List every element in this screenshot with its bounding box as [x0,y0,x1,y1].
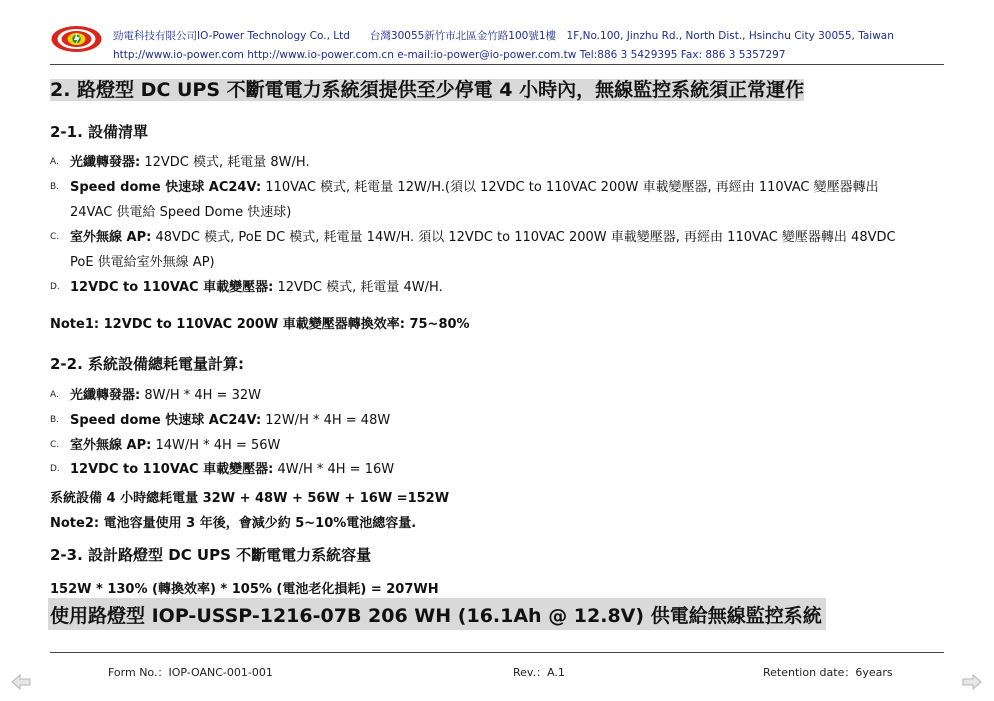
list-marker: C. [50,232,60,242]
total-consumption: 系統設備 4 小時總耗電量 32W + 48W + 56W + 16W =152W [50,491,450,506]
list-marker: B. [50,415,60,425]
item-label: Speed dome 快速球 AC24V: [70,413,262,428]
item-text: 4W/H * 4H = 16W [273,462,395,477]
note-2: Note2: 電池容量使用 3 年後，會減少約 5~10%電池總容量. [50,516,417,531]
item-text: 8W/H * 4H = 32W [140,388,261,403]
section-heading-power-calc: 2-2. 系統設備總耗電量計算: [50,355,245,373]
capacity-formula: 152W * 130% (轉換效率) * 105% (電池老化損耗) = 207WH [50,582,439,597]
item-label: 室外無線 AP: [70,438,152,453]
header-divider [50,64,944,65]
company-name: 勁電科技有限公司IO-Power Technology Co., Ltd [113,30,350,42]
item-label: Speed dome 快速球 AC24V: [70,180,262,195]
item-label: 12VDC to 110VAC 車載變壓器: [70,462,274,477]
item-text: 12W/H * 4H = 48W [261,413,391,428]
item-text: 12VDC 模式, 耗電量 8W/H. [140,155,310,170]
item-text: 12VDC 模式, 耗電量 4W/H. [273,280,443,295]
item-label: 室外無線 AP: [70,230,152,245]
item-text: 48VDC 模式, PoE DC 模式, 耗電量 14W/H. 須以 12VDC to 110VAC 200W 車載變壓器, 再經由 110VAC 變壓器轉出 48VDC [151,230,896,245]
footer-divider [50,652,944,653]
list-marker: D. [50,282,60,292]
item-label: 光纖轉發器: [70,155,141,170]
arrow-right-icon[interactable] [961,673,983,691]
list-marker: B. [50,182,60,192]
arrow-left-icon[interactable] [10,673,32,691]
list-marker: C. [50,440,60,450]
conclusion-statement: 使用路燈型 IOP-USSP-1216-07B 206 WH (16.1Ah @ 12.8V) 供電給無線監控系統 [48,598,826,630]
io-power-logo [50,25,103,53]
item-label: 光纖轉發器: [70,388,141,403]
item-text-continued: 24VAC 供電給 Speed Dome 快速球) [70,205,292,220]
document-title: 2. 路燈型 DC UPS 不斷電電力系統須提供至少停電 4 小時內，無線監控系統須正常運作 [50,79,805,101]
list-marker: D. [50,464,60,474]
list-marker: A. [50,390,59,400]
footer-revision: Rev.：A.1 [513,666,565,679]
company-address: 台灣30055新竹市北區金竹路100號1樓 1F,No.100, Jinzhu Rd., North Dist., Hsinchu City 30055, Taiwan [369,30,894,42]
page-header [50,22,944,64]
list-marker: A. [50,157,59,167]
item-text: 110VAC 模式, 耗電量 12W/H.(須以 12VDC to 110VAC 200W 車載變壓器, 再經由 110VAC 變壓器轉出 [261,180,879,195]
company-contact: http://www.io-power.com http://www.io-power.com.cn e-mail:io-power@io-power.com.tw Tel:886 3 5429395 Fax: 886 3 5357297 [113,49,786,61]
item-text: 14W/H * 4H = 56W [151,438,281,453]
section-heading-capacity: 2-3. 設計路燈型 DC UPS 不斷電電力系統容量 [50,546,372,564]
footer-retention: Retention date：6years [763,666,893,679]
note-1: Note1: 12VDC to 110VAC 200W 車載變壓器轉換效率: 75~80% [50,317,470,332]
section-heading-equipment: 2-1. 設備清單 [50,123,149,141]
footer-form-no: Form No.：IOP-OANC-001-001 [108,666,273,679]
item-text-continued: PoE 供電給室外無線 AP) [70,255,215,270]
company-line [113,28,894,43]
item-label: 12VDC to 110VAC 車載變壓器: [70,280,274,295]
